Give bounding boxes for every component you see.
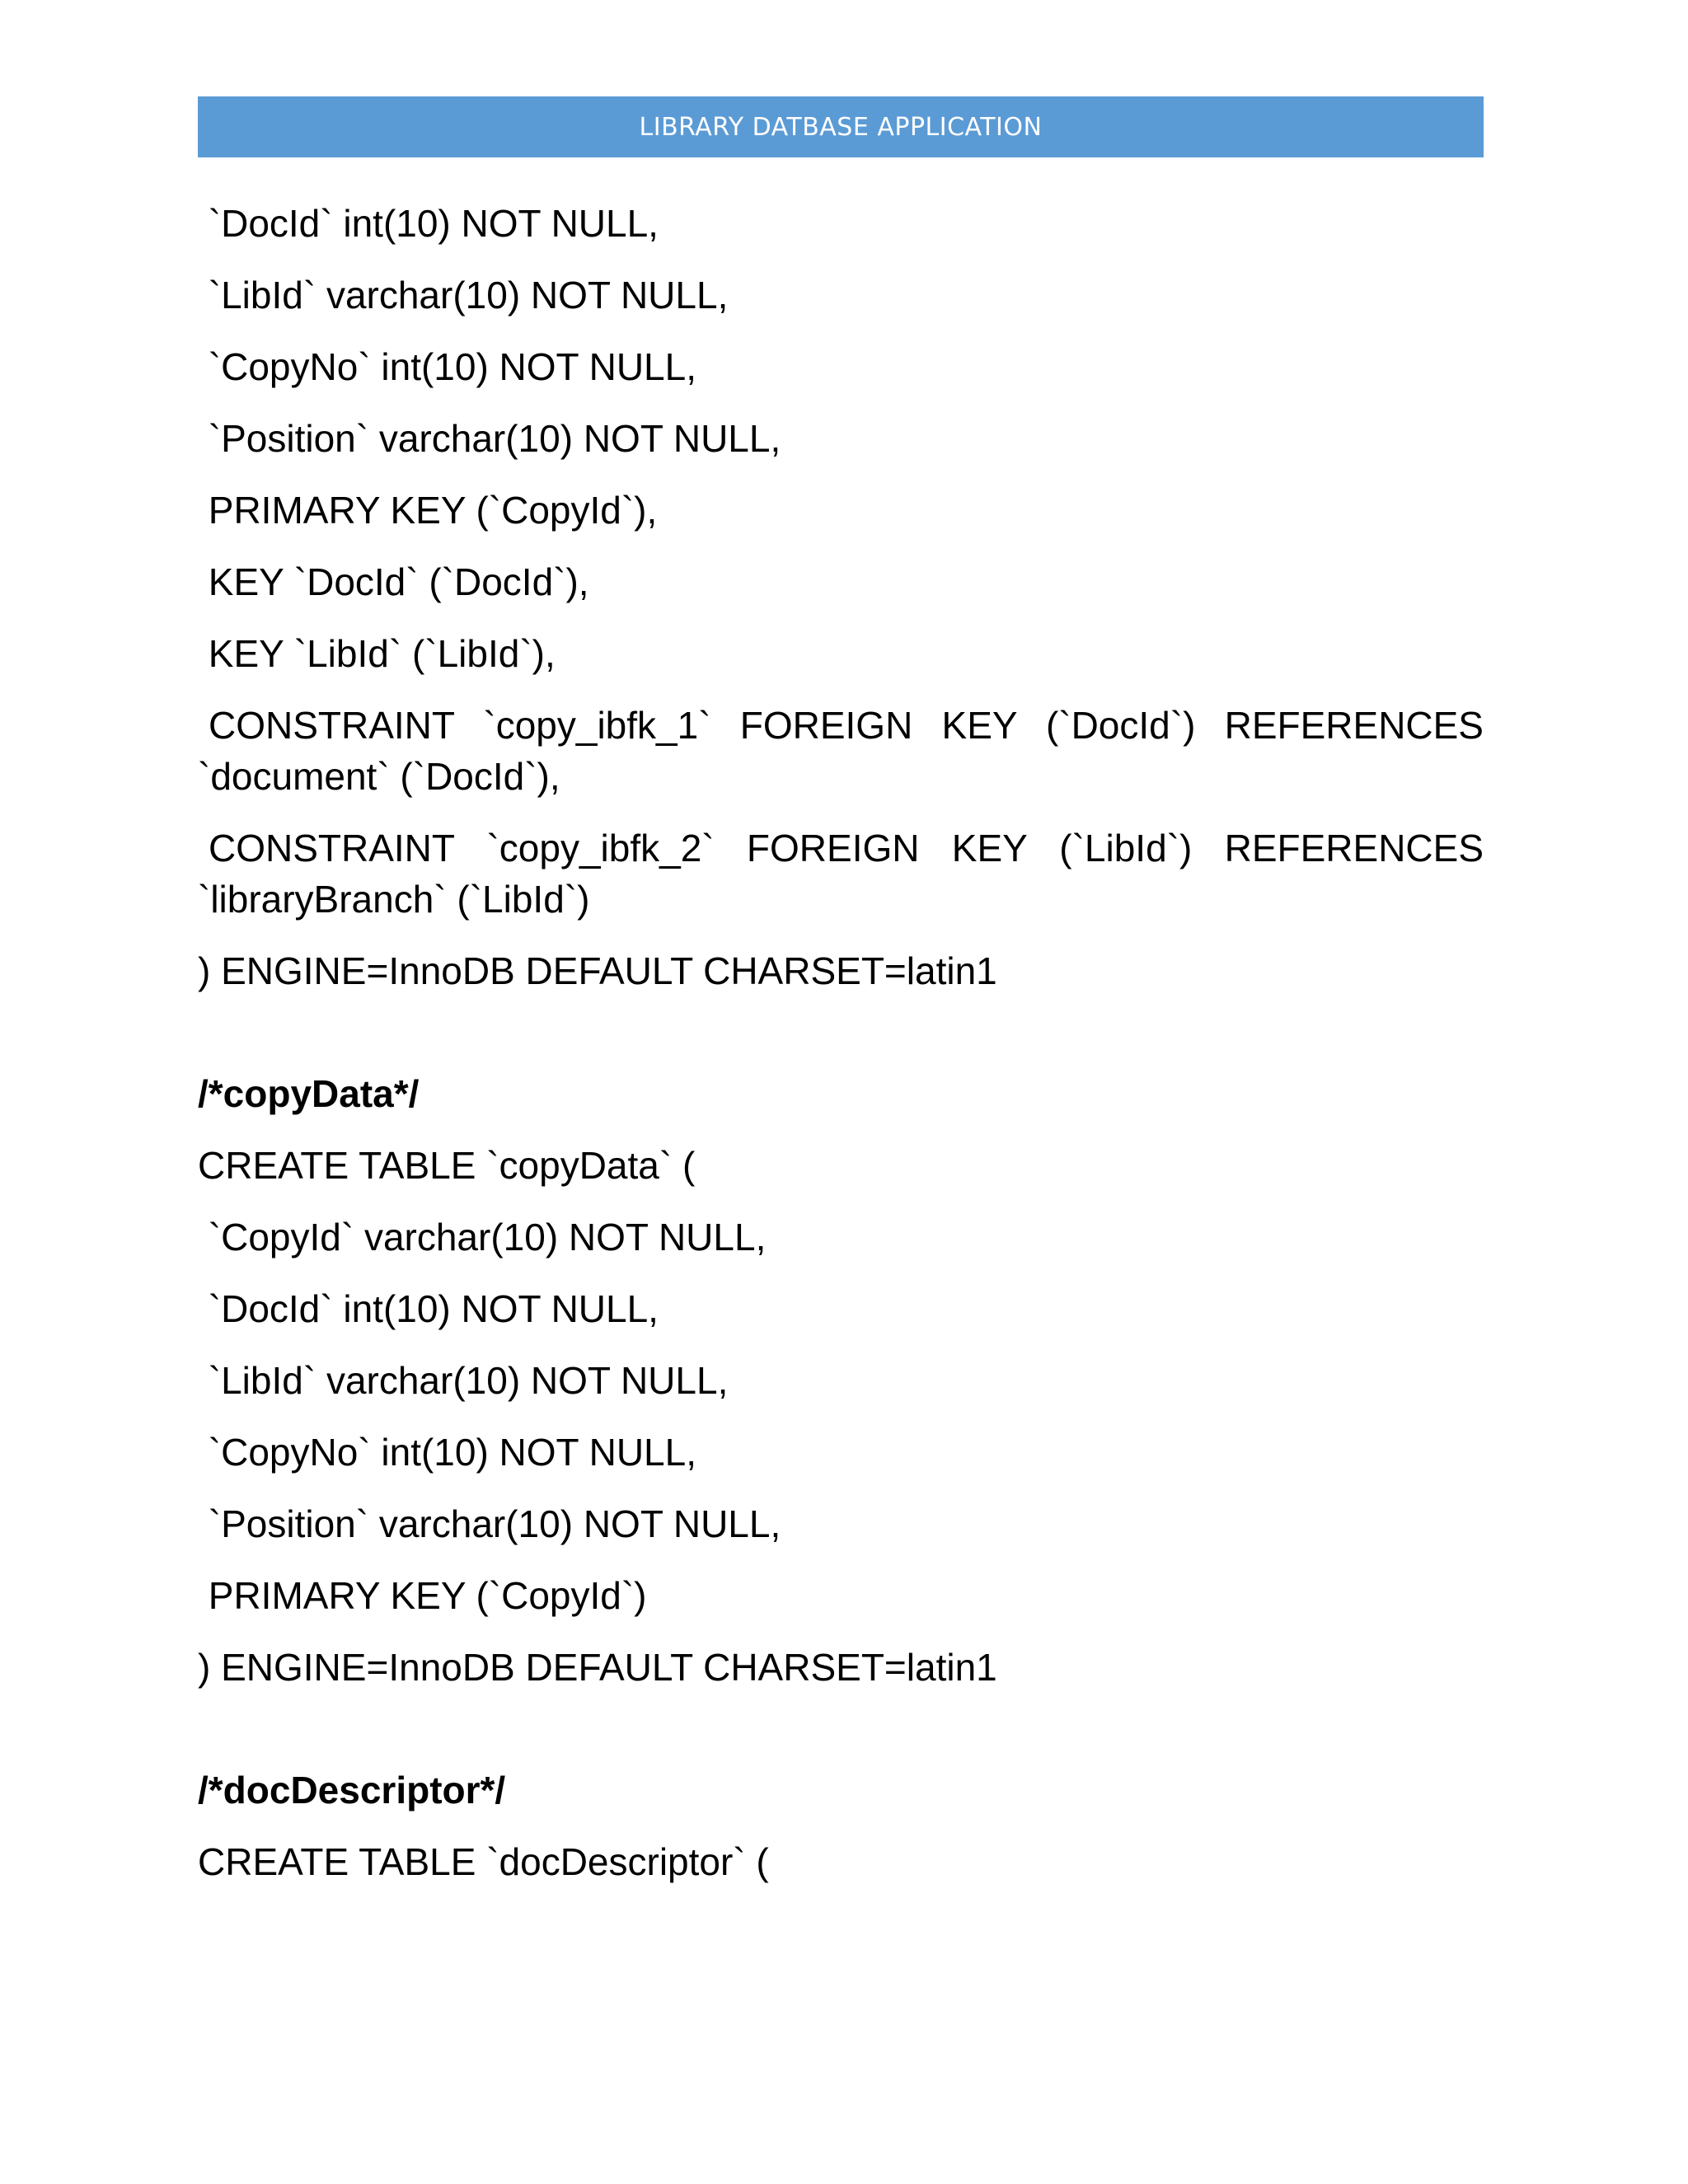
code-line: KEY `DocId` (`DocId`), xyxy=(198,560,589,603)
code-line: `CopyNo` int(10) NOT NULL, xyxy=(198,1431,696,1474)
constraint-line-continued: `libraryBranch` (`LibId`) xyxy=(198,878,590,921)
engine-line: ) ENGINE=InnoDB DEFAULT CHARSET=latin1 xyxy=(198,1646,997,1689)
code-line: `DocId` int(10) NOT NULL, xyxy=(198,202,659,245)
page-header-bar xyxy=(198,96,1484,157)
constraint-line: CONSTRAINT `copy_ibfk_1` FOREIGN KEY (`DocId`) REFERENCES xyxy=(209,704,1484,747)
section-comment-heading: /*docDescriptor*/ xyxy=(198,1769,506,1811)
constraint-paragraph xyxy=(198,823,1484,925)
create-table-line: CREATE TABLE `copyData` ( xyxy=(198,1144,696,1187)
blank-line xyxy=(198,1017,1484,1068)
code-line: `Position` varchar(10) NOT NULL, xyxy=(198,417,781,460)
blank-line xyxy=(198,1713,1484,1765)
document-body xyxy=(198,198,1484,1908)
constraint-line: CONSTRAINT `copy_ibfk_2` FOREIGN KEY (`LibId`) REFERENCES xyxy=(209,827,1484,869)
code-line: `CopyId` varchar(10) NOT NULL, xyxy=(198,1216,767,1258)
code-line: KEY `LibId` (`LibId`), xyxy=(198,632,556,675)
code-line: `Position` varchar(10) NOT NULL, xyxy=(198,1502,781,1545)
code-line: `DocId` int(10) NOT NULL, xyxy=(198,1287,659,1330)
code-line: `CopyNo` int(10) NOT NULL, xyxy=(198,345,696,388)
code-line: `LibId` varchar(10) NOT NULL, xyxy=(198,1359,729,1402)
create-table-line: CREATE TABLE `docDescriptor` ( xyxy=(198,1840,769,1883)
code-line: PRIMARY KEY (`CopyId`) xyxy=(198,1574,647,1617)
section-comment-heading: /*copyData*/ xyxy=(198,1072,420,1115)
engine-line: ) ENGINE=InnoDB DEFAULT CHARSET=latin1 xyxy=(198,949,997,992)
constraint-line-continued: `document` (`DocId`), xyxy=(198,755,560,798)
code-line: PRIMARY KEY (`CopyId`), xyxy=(198,489,658,532)
page-header-title: LIBRARY DATBASE APPLICATION xyxy=(639,112,1043,142)
constraint-paragraph xyxy=(198,700,1484,802)
code-line: `LibId` varchar(10) NOT NULL, xyxy=(198,274,729,316)
